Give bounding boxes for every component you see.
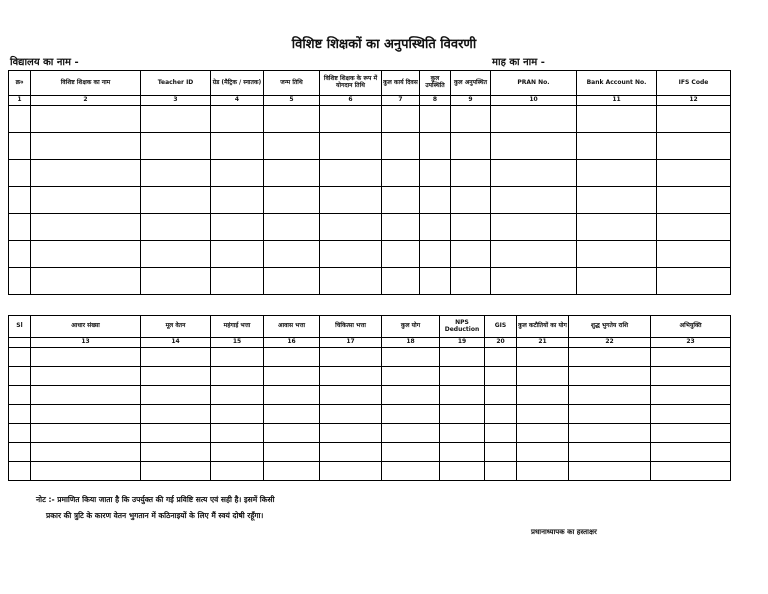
- table-cell: [9, 367, 31, 386]
- table-cell: [320, 241, 382, 268]
- table-cell: [657, 160, 731, 187]
- table-cell: [451, 160, 491, 187]
- column-header: कुल योग: [382, 316, 440, 338]
- table-header-row: [9, 316, 731, 338]
- table-cell: [657, 268, 731, 295]
- column-number: 16: [264, 338, 320, 348]
- table-cell: [651, 386, 731, 405]
- certification-note: [36, 492, 275, 524]
- table-cell: [141, 386, 211, 405]
- column-number: 19: [440, 338, 485, 348]
- column-number: 18: [382, 338, 440, 348]
- table-cell: [382, 133, 420, 160]
- table-cell: [211, 268, 264, 295]
- table-cell: [141, 462, 211, 481]
- table-cell: [264, 386, 320, 405]
- table-cell: [9, 160, 31, 187]
- table-cell: [420, 241, 451, 268]
- table-cell: [31, 241, 141, 268]
- column-header: कुल अनुपस्थित: [451, 71, 491, 96]
- table-cell: [420, 187, 451, 214]
- table-cell: [382, 386, 440, 405]
- table-cell: [382, 348, 440, 367]
- table-cell: [141, 187, 211, 214]
- table-cell: [141, 241, 211, 268]
- table-cell: [9, 241, 31, 268]
- table-cell: [264, 424, 320, 443]
- table-cell: [382, 106, 420, 133]
- table-cell: [485, 405, 517, 424]
- column-header: महंगाई भत्ता: [211, 316, 264, 338]
- table-cell: [9, 443, 31, 462]
- table-cell: [451, 214, 491, 241]
- table-row: [9, 241, 731, 268]
- table-cell: [569, 348, 651, 367]
- column-header: मूल वेतन: [141, 316, 211, 338]
- column-number: 12: [657, 96, 731, 106]
- table-cell: [651, 405, 731, 424]
- table-cell: [320, 106, 382, 133]
- signature-label: प्रधानाध्यापक का हस्ताक्षर: [531, 528, 597, 536]
- column-header: Teacher ID: [141, 71, 211, 96]
- column-number: 20: [485, 338, 517, 348]
- column-header: NPS Deduction: [440, 316, 485, 338]
- page-title: विशिष्ट शिक्षकों का अनुपस्थिति विवरणी: [291, 37, 477, 52]
- table-cell: [31, 133, 141, 160]
- table-cell: [451, 106, 491, 133]
- table-cell: [141, 405, 211, 424]
- table-cell: [141, 133, 211, 160]
- table-cell: [485, 462, 517, 481]
- column-header: आधार संख्या: [31, 316, 141, 338]
- table-row: [9, 386, 731, 405]
- table-cell: [651, 367, 731, 386]
- table-cell: [382, 241, 420, 268]
- table-cell: [141, 214, 211, 241]
- column-number: 7: [382, 96, 420, 106]
- table-cell: [141, 424, 211, 443]
- table-row: [9, 106, 731, 133]
- column-header: IFS Code: [657, 71, 731, 96]
- table-cell: [141, 160, 211, 187]
- table-cell: [491, 187, 577, 214]
- column-number: 22: [569, 338, 651, 348]
- column-header: GIS: [485, 316, 517, 338]
- table-cell: [577, 160, 657, 187]
- table-cell: [485, 443, 517, 462]
- column-header: ग्रेड (मैट्रिक / स्नातक): [211, 71, 264, 96]
- school-name-label: विद्यालय का नाम -: [10, 57, 79, 68]
- table-cell: [651, 443, 731, 462]
- table-cell: [657, 187, 731, 214]
- table-cell: [320, 462, 382, 481]
- column-header: शुद्ध भुगतेय राशि: [569, 316, 651, 338]
- column-number: 21: [517, 338, 569, 348]
- table-row: [9, 160, 731, 187]
- table-cell: [9, 405, 31, 424]
- column-number: 14: [141, 338, 211, 348]
- table-cell: [264, 348, 320, 367]
- table-cell: [517, 386, 569, 405]
- column-header: कुल कटौतियों का योग: [517, 316, 569, 338]
- table-cell: [485, 424, 517, 443]
- table-cell: [141, 367, 211, 386]
- column-number: 11: [577, 96, 657, 106]
- table-cell: [517, 348, 569, 367]
- month-name-label: माह का नाम -: [492, 57, 545, 68]
- table-cell: [440, 405, 485, 424]
- table-cell: [657, 133, 731, 160]
- table-header-row: [9, 71, 731, 96]
- table-cell: [485, 386, 517, 405]
- table-cell: [651, 424, 731, 443]
- table-cell: [382, 462, 440, 481]
- table-cell: [31, 386, 141, 405]
- note-line: प्रकार की त्रुटि के कारण वेतन भुगतान में कठिनाइयों के लिए मैं स्वयं दोषी रहूँगा।: [46, 511, 264, 520]
- table-cell: [491, 241, 577, 268]
- table-cell: [382, 214, 420, 241]
- table-cell: [440, 386, 485, 405]
- table-row: [9, 462, 731, 481]
- column-header: PRAN No.: [491, 71, 577, 96]
- column-number: [9, 338, 31, 348]
- table-cell: [211, 405, 264, 424]
- table-cell: [420, 106, 451, 133]
- table-cell: [264, 133, 320, 160]
- table-cell: [382, 367, 440, 386]
- table-cell: [440, 462, 485, 481]
- table-cell: [569, 462, 651, 481]
- table-cell: [9, 106, 31, 133]
- table-row: [9, 443, 731, 462]
- column-number: 5: [264, 96, 320, 106]
- column-header: कुल कार्य दिवस: [382, 71, 420, 96]
- table-cell: [320, 367, 382, 386]
- table-cell: [9, 214, 31, 241]
- column-header: अभियुक्ति: [651, 316, 731, 338]
- table-cell: [517, 443, 569, 462]
- column-header: विशिष्ट शिक्षक के रूप में योगदान तिथि: [320, 71, 382, 96]
- table-cell: [9, 424, 31, 443]
- table-cell: [31, 443, 141, 462]
- table-cell: [31, 405, 141, 424]
- column-number: 13: [31, 338, 141, 348]
- table-cell: [577, 268, 657, 295]
- table-cell: [264, 214, 320, 241]
- table-row: [9, 268, 731, 295]
- table-cell: [320, 133, 382, 160]
- table-cell: [211, 462, 264, 481]
- table-cell: [517, 367, 569, 386]
- table-cell: [264, 443, 320, 462]
- attendance-table: [8, 70, 731, 295]
- table-cell: [651, 348, 731, 367]
- table-cell: [31, 160, 141, 187]
- column-header: आवास भत्ता: [264, 316, 320, 338]
- table-cell: [569, 405, 651, 424]
- table-cell: [382, 443, 440, 462]
- table-cell: [31, 268, 141, 295]
- table-row: [9, 424, 731, 443]
- table-cell: [382, 268, 420, 295]
- column-number: 6: [320, 96, 382, 106]
- table-cell: [451, 241, 491, 268]
- table-cell: [211, 424, 264, 443]
- table-cell: [569, 424, 651, 443]
- table-cell: [569, 443, 651, 462]
- table-cell: [420, 133, 451, 160]
- table-cell: [440, 367, 485, 386]
- column-header: क्र०: [9, 71, 31, 96]
- column-number: 4: [211, 96, 264, 106]
- table-cell: [569, 367, 651, 386]
- table-cell: [9, 133, 31, 160]
- table-cell: [31, 348, 141, 367]
- table-cell: [451, 187, 491, 214]
- table-cell: [577, 106, 657, 133]
- column-header: चिकित्सा भत्ता: [320, 316, 382, 338]
- table-row: [9, 187, 731, 214]
- table-cell: [264, 160, 320, 187]
- table-cell: [657, 214, 731, 241]
- table-cell: [577, 133, 657, 160]
- table-row: [9, 214, 731, 241]
- table-cell: [320, 160, 382, 187]
- table-cell: [491, 268, 577, 295]
- table-cell: [569, 386, 651, 405]
- table-cell: [517, 424, 569, 443]
- table-cell: [211, 367, 264, 386]
- column-number: 15: [211, 338, 264, 348]
- table-cell: [382, 424, 440, 443]
- table-cell: [517, 462, 569, 481]
- column-number: 17: [320, 338, 382, 348]
- table-cell: [31, 187, 141, 214]
- table-cell: [485, 348, 517, 367]
- table-cell: [264, 187, 320, 214]
- table-cell: [320, 214, 382, 241]
- table-cell: [211, 106, 264, 133]
- table-cell: [31, 424, 141, 443]
- table-cell: [264, 405, 320, 424]
- table-cell: [491, 214, 577, 241]
- table-cell: [451, 133, 491, 160]
- table-cell: [9, 386, 31, 405]
- table-cell: [264, 241, 320, 268]
- column-number-row: [9, 96, 731, 106]
- column-header: विशिष्ट शिक्षक का नाम: [31, 71, 141, 96]
- column-header: Sl: [9, 316, 31, 338]
- column-header: जन्म तिथि: [264, 71, 320, 96]
- table-cell: [211, 214, 264, 241]
- column-number: 8: [420, 96, 451, 106]
- column-number: 9: [451, 96, 491, 106]
- table-cell: [211, 133, 264, 160]
- table-cell: [141, 443, 211, 462]
- table-cell: [264, 106, 320, 133]
- table-cell: [440, 443, 485, 462]
- table-cell: [440, 348, 485, 367]
- column-header: Bank Account No.: [577, 71, 657, 96]
- table-cell: [382, 405, 440, 424]
- table-cell: [141, 348, 211, 367]
- table-cell: [320, 443, 382, 462]
- table-cell: [264, 268, 320, 295]
- salary-table: [8, 315, 731, 481]
- table-cell: [382, 187, 420, 214]
- table-cell: [451, 268, 491, 295]
- table-cell: [211, 348, 264, 367]
- table-cell: [9, 348, 31, 367]
- table-cell: [577, 187, 657, 214]
- table-row: [9, 405, 731, 424]
- table-cell: [440, 424, 485, 443]
- table-cell: [420, 160, 451, 187]
- table-cell: [141, 106, 211, 133]
- table-cell: [651, 462, 731, 481]
- table-cell: [382, 160, 420, 187]
- table-cell: [491, 133, 577, 160]
- table-cell: [211, 160, 264, 187]
- table-cell: [420, 268, 451, 295]
- table-cell: [141, 268, 211, 295]
- note-line: नोट :- प्रमाणित किया जाता है कि उपर्युक्त की गई प्रविष्टि सत्य एवं सही है। इसमें किसी: [36, 495, 275, 504]
- table-row: [9, 133, 731, 160]
- column-number: 10: [491, 96, 577, 106]
- table-cell: [264, 367, 320, 386]
- table-cell: [31, 367, 141, 386]
- table-cell: [491, 106, 577, 133]
- column-number: 3: [141, 96, 211, 106]
- table-cell: [211, 386, 264, 405]
- column-number-row: [9, 338, 731, 348]
- table-cell: [320, 424, 382, 443]
- table-row: [9, 367, 731, 386]
- column-number: 23: [651, 338, 731, 348]
- table-cell: [657, 106, 731, 133]
- table-cell: [491, 160, 577, 187]
- column-header: कुल उपस्थिति: [420, 71, 451, 96]
- table-cell: [211, 241, 264, 268]
- column-number: 1: [9, 96, 31, 106]
- table-cell: [320, 405, 382, 424]
- table-cell: [485, 367, 517, 386]
- table-cell: [9, 462, 31, 481]
- table-cell: [320, 386, 382, 405]
- table-cell: [211, 187, 264, 214]
- table-row: [9, 348, 731, 367]
- table-cell: [31, 214, 141, 241]
- table-cell: [9, 187, 31, 214]
- table-cell: [577, 241, 657, 268]
- table-cell: [9, 268, 31, 295]
- table-cell: [320, 348, 382, 367]
- column-number: 2: [31, 96, 141, 106]
- table-cell: [320, 187, 382, 214]
- table-cell: [420, 214, 451, 241]
- table-cell: [517, 405, 569, 424]
- table-cell: [577, 214, 657, 241]
- table-cell: [264, 462, 320, 481]
- table-cell: [320, 268, 382, 295]
- table-cell: [31, 106, 141, 133]
- table-cell: [657, 241, 731, 268]
- table-cell: [211, 443, 264, 462]
- table-cell: [31, 462, 141, 481]
